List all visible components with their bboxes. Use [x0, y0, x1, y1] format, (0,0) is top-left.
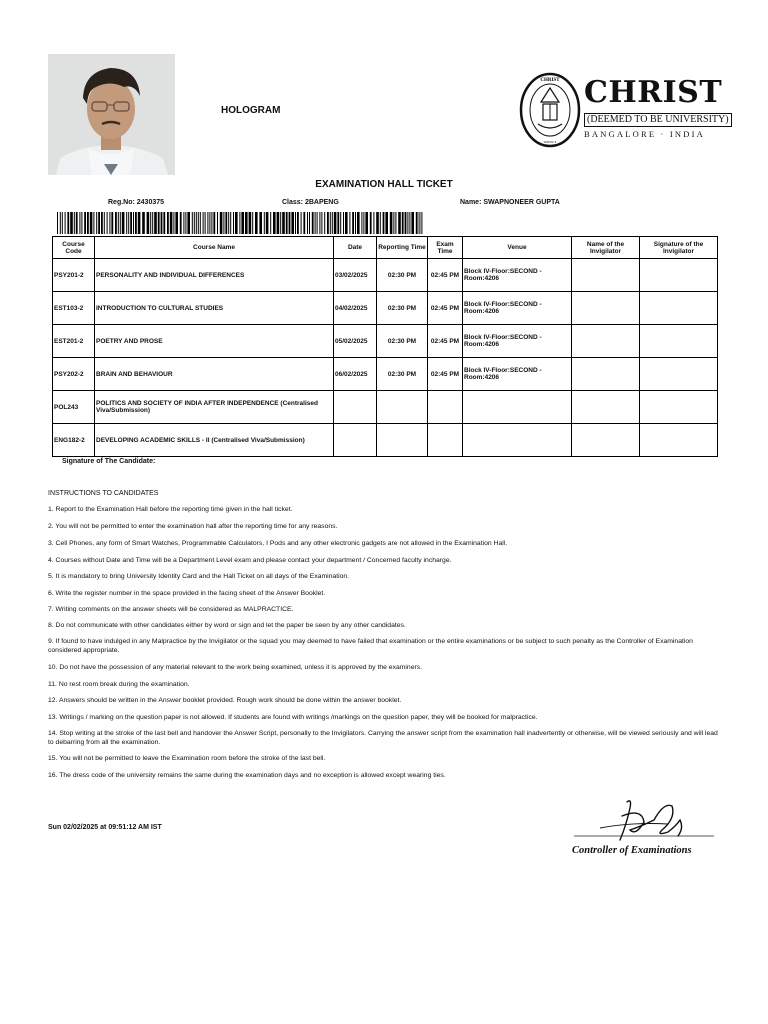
table-row [53, 358, 718, 391]
table-row [53, 292, 718, 325]
invigilator-signature [640, 259, 718, 292]
venue [463, 424, 572, 457]
instruction-item: 5. It is mandatory to bring University Identity Card and the Hall Ticket on all days of the Examination. [48, 573, 350, 580]
exam-time: 02:45 PM [428, 292, 463, 325]
header-reporting-time: Reporting Time [377, 237, 428, 259]
svg-text:CHRIST: CHRIST [540, 78, 560, 83]
invigilator-name [572, 325, 640, 358]
invigilator-name [572, 358, 640, 391]
course-name: POLITICS AND SOCIETY OF INDIA AFTER INDEPENDENCE (Centralised Viva/Submission) [95, 391, 334, 424]
exam-date: 03/02/2025 [334, 259, 377, 292]
instruction-item: 7. Writing comments on the answer sheets will be considered as MALPRACTICE. [48, 606, 294, 613]
hologram-label: HOLOGRAM [221, 105, 281, 116]
instruction-item: 10. Do not have the possession of any material relevant to the work being examined, unless it is approved by the examiners. [48, 664, 423, 671]
course-code: PSY202-2 [53, 358, 95, 391]
course-name: DEVELOPING ACADEMIC SKILLS - II (Centralised Viva/Submission) [95, 424, 334, 457]
venue [463, 391, 572, 424]
exam-date: 05/02/2025 [334, 325, 377, 358]
instruction-item: 8. Do not communicate with other candidates either by word or sign and let the paper be seen by any other candidates. [48, 622, 406, 629]
instructions-heading: INSTRUCTIONS TO CANDIDATES [48, 490, 159, 497]
instruction-item: 6. Write the register number in the space provided in the facing sheet of the Answer Booklet. [48, 590, 326, 597]
course-code: PSY201-2 [53, 259, 95, 292]
venue: Block IV-Floor:SECOND - Room:4206 [463, 259, 572, 292]
venue: Block IV-Floor:SECOND - Room:4206 [463, 358, 572, 391]
table-row [53, 424, 718, 457]
exam-date: 04/02/2025 [334, 292, 377, 325]
university-name: CHRIST [584, 75, 723, 110]
header-exam-time: Exam Time [428, 237, 463, 259]
course-name: PERSONALITY AND INDIVIDUAL DIFFERENCES [95, 259, 334, 292]
hall-ticket-table [52, 236, 718, 457]
reporting-time: 02:30 PM [377, 292, 428, 325]
instruction-item: 13. Writings / marking on the question paper is not allowed. If students are found with writings /markings on the question paper, they will be booked for malpractice. [48, 714, 538, 721]
exam-date [334, 424, 377, 457]
reg-number: Reg.No: 2430375 [108, 199, 165, 206]
header-invigilator-name: Name of the Invigilator [572, 237, 640, 259]
instruction-item: 4. Courses without Date and Time will be a Department Level exam and please contact your department / Concerned faculty incharge. [48, 557, 452, 564]
table-header-row [53, 237, 718, 259]
header-date: Date [334, 237, 377, 259]
university-city: BANGALORE · INDIA [584, 129, 705, 139]
controller-signature-icon [572, 796, 722, 844]
reporting-time [377, 391, 428, 424]
invigilator-signature [640, 325, 718, 358]
class-name: Class: 2BAPENG [282, 199, 339, 206]
exam-time: 02:45 PM [428, 325, 463, 358]
page-title: EXAMINATION HALL TICKET [315, 179, 453, 190]
reporting-time: 02:30 PM [377, 259, 428, 292]
reporting-time: 02:30 PM [377, 358, 428, 391]
reporting-time [377, 424, 428, 457]
course-name: BRAIN AND BEHAVIOUR [95, 358, 334, 391]
header-invigilator-signature: Signature of the Invigilator [640, 237, 718, 259]
table-row [53, 259, 718, 292]
header-venue: Venue [463, 237, 572, 259]
invigilator-signature [640, 292, 718, 325]
reporting-time: 02:30 PM [377, 325, 428, 358]
instruction-item: 16. The dress code of the university remains the same during the examination days and no exception is allowed except wearing ties. [48, 772, 446, 779]
course-code: EST201-2 [53, 325, 95, 358]
course-name: INTRODUCTION TO CULTURAL STUDIES [95, 292, 334, 325]
instruction-item: 14. Stop writing at the stroke of the last bell and handover the Answer Script, personally to the Invigilators. Carrying the answer script from the examination hall inadvertently or otherwise, will be viewed seriously and will lead to debarring from all the examination. [48, 730, 718, 746]
invigilator-signature [640, 358, 718, 391]
generated-timestamp: Sun 02/02/2025 at 09:51:12 AM IST [48, 824, 162, 831]
invigilator-name [572, 424, 640, 457]
exam-time: 02:45 PM [428, 259, 463, 292]
university-seal-icon [519, 72, 581, 148]
svg-text:SERVICE: SERVICE [543, 140, 557, 144]
exam-time [428, 391, 463, 424]
invigilator-signature [640, 391, 718, 424]
invigilator-name [572, 259, 640, 292]
venue: Block IV-Floor:SECOND - Room:4206 [463, 292, 572, 325]
student-photo [48, 54, 175, 175]
course-name: POETRY AND PROSE [95, 325, 334, 358]
venue: Block IV-Floor:SECOND - Room:4206 [463, 325, 572, 358]
university-subtitle: (DEEMED TO BE UNIVERSITY) [584, 113, 732, 127]
instruction-item: 2. You will not be permitted to enter the examination hall after the reporting time for any reasons. [48, 523, 338, 530]
student-name: Name: SWAPNONEER GUPTA [460, 199, 560, 206]
header-course-name: Course Name [95, 237, 334, 259]
course-code: EST103-2 [53, 292, 95, 325]
table-row [53, 325, 718, 358]
exam-date: 06/02/2025 [334, 358, 377, 391]
exam-time [428, 424, 463, 457]
course-code: ENG182-2 [53, 424, 95, 457]
barcode-icon [57, 212, 423, 234]
exam-time: 02:45 PM [428, 358, 463, 391]
instruction-item: 12. Answers should be written in the Answer booklet provided. Rough work should be done within the answer booklet. [48, 697, 402, 704]
instruction-item: 9. If found to have indulged in any Malpractice by the Invigilator or the squad you may deemed to have failed that examination or the entire examinations or be subject to such penalty as the Controller of Examination considered appropriate. [48, 638, 693, 654]
candidate-signature-label: Signature of The Candidate: [62, 458, 156, 465]
invigilator-name [572, 292, 640, 325]
instruction-item: 1. Report to the Examination Hall before the reporting time given in the hall ticket. [48, 506, 293, 513]
invigilator-name [572, 391, 640, 424]
exam-date [334, 391, 377, 424]
header-course-code: Course Code [53, 237, 95, 259]
instruction-item: 11. No rest room break during the examination. [48, 681, 190, 688]
instruction-item: 3. Cell Phones, any form of Smart Watches, Programmable Calculators, I Pods and any other electronic gadgets are not allowed in the Examination Hall. [48, 540, 508, 547]
table-row [53, 391, 718, 424]
course-code: POL243 [53, 391, 95, 424]
controller-label: Controller of Examinations [572, 845, 692, 856]
invigilator-signature [640, 424, 718, 457]
instruction-item: 15. You will not be permitted to leave the Examination room before the stroke of the last bell. [48, 755, 326, 762]
